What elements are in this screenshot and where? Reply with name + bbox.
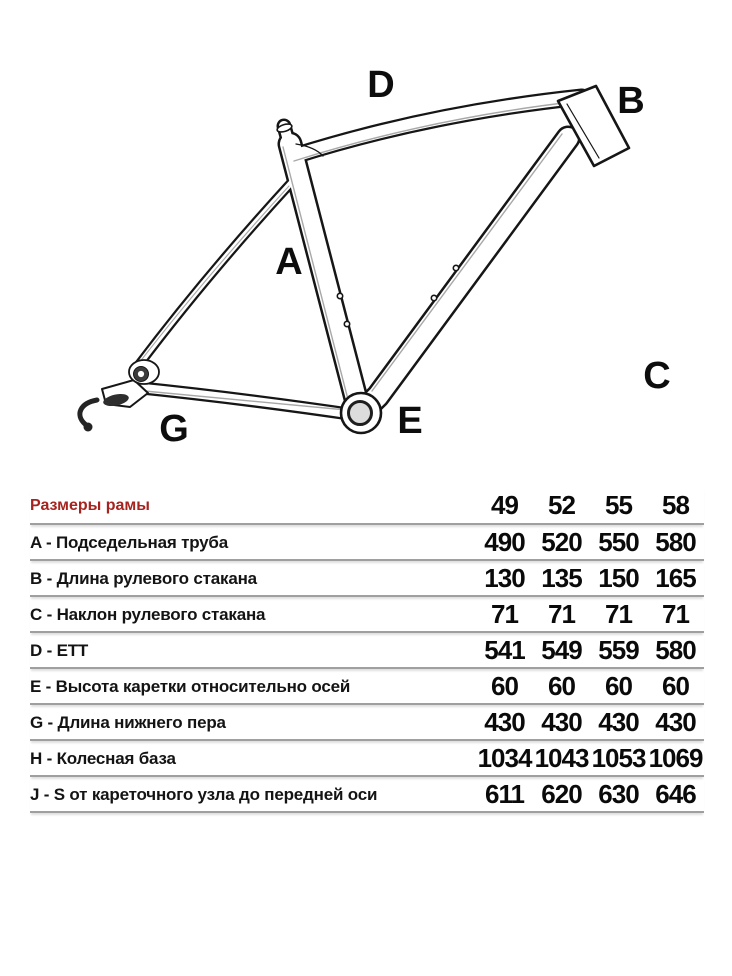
row-value: 60 bbox=[662, 670, 689, 701]
row-label: G - Длина нижнего пера bbox=[30, 712, 226, 732]
row-value: 630 bbox=[598, 778, 639, 809]
row-value: 60 bbox=[548, 670, 575, 701]
row-value: 165 bbox=[655, 562, 696, 593]
row-value: 580 bbox=[655, 634, 696, 665]
row-value: 580 bbox=[655, 526, 696, 557]
row-value: 71 bbox=[605, 598, 632, 629]
row-value: 60 bbox=[605, 670, 632, 701]
row-value: 1034 bbox=[477, 742, 532, 773]
row-value: 135 bbox=[541, 562, 582, 593]
table-row bbox=[30, 669, 704, 705]
table-title: Размеры рамы bbox=[30, 496, 150, 514]
table-row bbox=[30, 561, 704, 597]
row-value: 549 bbox=[541, 634, 582, 665]
row-label: J - S от кареточного узла до передней оси bbox=[30, 784, 378, 804]
row-value: 71 bbox=[662, 598, 689, 629]
row-label: E - Высота каретки относительно осей bbox=[30, 676, 351, 696]
row-value: 71 bbox=[548, 598, 575, 629]
row-label: H - Колесная база bbox=[30, 748, 176, 768]
row-value: 150 bbox=[598, 562, 639, 593]
row-value: 430 bbox=[598, 706, 639, 737]
row-value: 130 bbox=[484, 562, 525, 593]
table-row bbox=[30, 525, 704, 561]
bottom-bracket-bore bbox=[349, 402, 372, 425]
table-header-row bbox=[30, 487, 704, 525]
row-value: 430 bbox=[484, 706, 525, 737]
frame-label-e: E bbox=[397, 400, 423, 442]
row-value: 611 bbox=[485, 778, 524, 809]
row-value: 620 bbox=[541, 778, 582, 809]
table-row bbox=[30, 777, 704, 813]
row-label: A - Подседельная труба bbox=[30, 532, 228, 552]
row-value: 646 bbox=[655, 778, 696, 809]
bike-frame-diagram bbox=[0, 0, 732, 480]
row-value: 520 bbox=[541, 526, 582, 557]
row-value: 430 bbox=[655, 706, 696, 737]
row-value: 559 bbox=[598, 634, 639, 665]
row-label: D - ETT bbox=[30, 640, 89, 660]
frame-label-b: B bbox=[617, 80, 645, 122]
row-value: 541 bbox=[484, 634, 525, 665]
frame-label-d: D bbox=[367, 64, 395, 106]
row-value: 490 bbox=[484, 526, 525, 557]
row-value: 71 bbox=[491, 598, 518, 629]
bike-frame-drawing bbox=[0, 0, 732, 480]
row-label: C - Наклон рулевого стакана bbox=[30, 604, 266, 624]
row-value: 60 bbox=[491, 670, 518, 701]
row-label: B - Длина рулевого стакана bbox=[30, 568, 257, 588]
frame-label-c: C bbox=[643, 355, 671, 397]
size-header: 58 bbox=[662, 489, 689, 520]
row-value: 550 bbox=[598, 526, 639, 557]
frame-label-a: A bbox=[275, 241, 303, 283]
size-header: 55 bbox=[605, 489, 632, 520]
size-header: 52 bbox=[548, 489, 575, 520]
size-header: 49 bbox=[491, 489, 518, 520]
table-row bbox=[30, 597, 704, 633]
table-row bbox=[30, 705, 704, 741]
frame-label-g: G bbox=[159, 408, 189, 450]
table-row bbox=[30, 633, 704, 669]
geometry-table bbox=[30, 487, 704, 813]
row-value: 1043 bbox=[534, 742, 589, 773]
table-row bbox=[30, 741, 704, 777]
derailleur-hook bbox=[80, 400, 97, 424]
row-value: 1053 bbox=[591, 742, 646, 773]
row-value: 1069 bbox=[648, 742, 703, 773]
row-value: 430 bbox=[541, 706, 582, 737]
